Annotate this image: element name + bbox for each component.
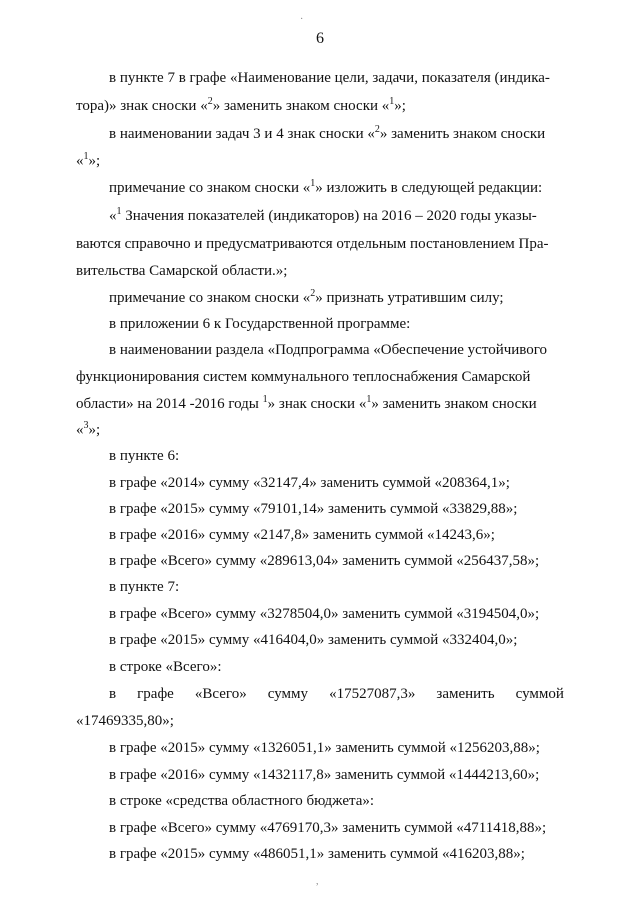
footnote-mark: 1 [310,178,316,189]
text-line: ваются справочно и предусматриваются отдельным постановлением Пра- [76,236,549,252]
text-line: в графе «2015» сумму «416404,0» заменить суммой «332404,0»; [109,632,518,648]
text-line: в графе «Всего» сумму «3278504,0» заменить суммой «3194504,0»; [109,606,540,622]
scan-speck: , [316,876,319,887]
word: «17527087,3» [329,686,416,702]
word: сумму [267,686,309,702]
text-line: в графе «2016» сумму «2147,8» заменить суммой «14243,6»; [109,527,495,543]
word: «Всего» [194,686,247,702]
text-line: в графе «Всего» сумму «4769170,3» заменить суммой «4711418,88»; [109,820,547,836]
text-line: «$^3$»; [76,420,101,438]
text-line: в приложении 6 к Государственной программе: [109,316,411,332]
text-line: в графе «2016» сумму «1432117,8» заменить суммой «1444213,60»; [109,767,540,783]
footnote-mark: 1 [389,96,395,107]
text-line: «$^1$»; [76,151,101,169]
text-line: в пункте 6: [109,448,180,464]
word: заменить [436,686,495,702]
text-line: в наименовании раздела «Подпрограмма «Обеспечение устойчивого [109,342,548,358]
text-line: тора)» знак сноски «$^2$» заменить знаком сноски «$^1$»; [76,96,406,114]
page-number: 6 [316,30,324,47]
text-line: в графе «2014» сумму «32147,4» заменить суммой «208364,1»; [109,475,510,491]
text-line: в графе «Всего» сумму «289613,04» заменить суммой «256437,58»; [109,553,540,569]
footnote-mark: 1 [262,394,268,405]
text-line: в графе «2015» сумму «1326051,1» заменить суммой «1256203,88»; [109,740,540,756]
scan-speck: · [300,14,304,25]
text-line: в строке «средства областного бюджета»: [109,793,375,809]
text-line: в строке «Всего»: [109,659,222,675]
text-line: «17469335,80»; [76,713,174,729]
text-line: функционирования систем коммунального теплоснабжения Самарской [76,369,531,385]
text-line: примечание со знаком сноски «$^2$» признать утратившим силу; [109,288,504,306]
text-line: области» на 2014 -2016 годы $^1$» знак сноски «$^1$» заменить знаком сноски [76,394,537,412]
text-line: в пункте 7: [109,579,180,595]
footnote-mark: 1 [366,394,372,405]
text-line: в графе «2015» сумму «486051,1» заменить суммой «416203,88»; [109,846,525,862]
footnote-mark: 1 [116,206,122,217]
text-line: примечание со знаком сноски «$^1$» изложить в следующей редакции: [109,178,543,196]
footnote-mark: 1 [83,151,89,162]
footnote-mark: 2 [310,288,316,299]
text-line: в графе «2015» сумму «79101,14» заменить суммой «33829,88»; [109,501,518,517]
word: в [109,686,117,702]
footnote-mark: 3 [83,420,89,431]
word: графе [137,686,174,702]
footnote-mark: 2 [374,124,380,135]
footnote-mark: 2 [207,96,213,107]
text-line: вительства Самарской области.»; [76,263,288,279]
text-line: в пункте 7 в графе «Наименование цели, задачи, показателя (индика- [109,70,550,86]
text-line: «$^1$ Значения показателей (индикаторов) на 2016 – 2020 годы указы- [109,206,537,224]
text-line: в наименовании задач 3 и 4 знак сноски «$^2$» заменить знаком сноски [109,124,546,142]
word: суммой [515,686,564,702]
text-line-justified [109,686,564,703]
